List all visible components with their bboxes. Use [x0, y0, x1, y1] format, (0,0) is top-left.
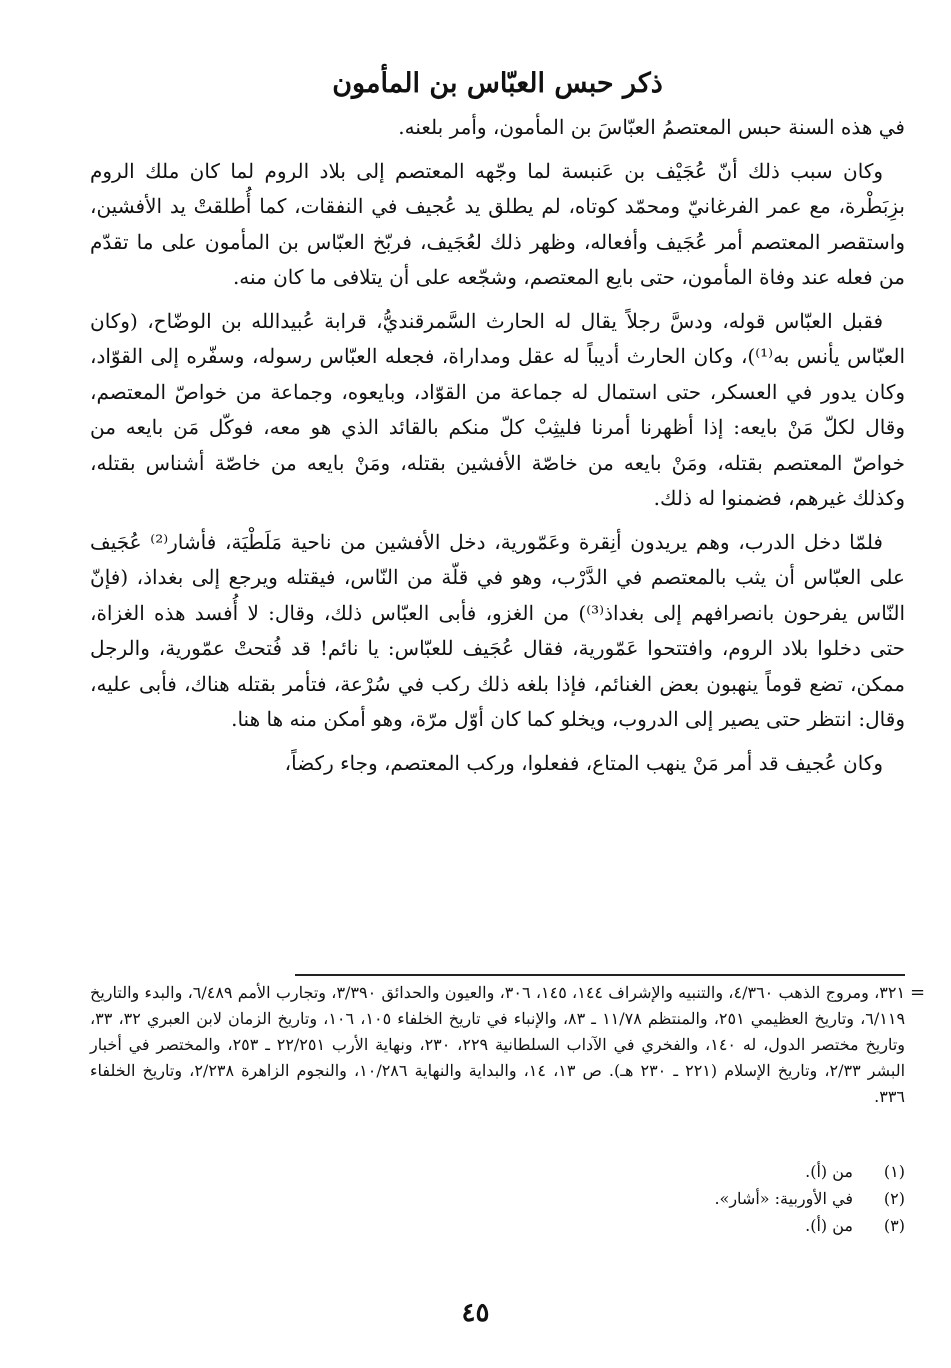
footnote-text: من (أ).	[805, 1216, 853, 1235]
continuation-mark: =	[910, 982, 926, 1003]
page-body	[90, 62, 905, 789]
bibliography-footnote: ٣٢١، ومروج الذهب ٤/٣٦٠، والتنبيه والإشراف ١٤٤، ١٤٥، ٣٠٦، والعيون والحدائق ٣/٣٩٠، وتجارب الأمم ٦/٤٨٩، والبدء والتاريخ ٦/١١٩، وتاريخ العظيمي ٢٥١، والمنتظم ١١/٧٨ ـ ٨٣، والإنباء في تاريخ الخلفاء ١٠٥، ١٠٦، وتاريخ الزمان لابن العبري ٣٢، ٣٣، وتاريخ مختصر الدول، له ١٤٠، والفخري في الآداب السلطانية ٢٢٩، ٢٣٠، ونهاية الأرب ٢٢/٢٥١ ـ ٢٥٣، والمختصر في أخبار البشر ٢/٣٣، وتاريخ الإسلام (٢٢١ ـ ٢٣٠ هـ). ص ١٣، ١٤، والبداية والنهاية ١٠/٢٨٦، والنجوم الزاهرة ٢/٢٣٨، وتاريخ الخلفاء ٣٣٦.	[90, 983, 906, 1106]
paragraph: وكان عُجيف قد أمر مَنْ ينهب المتاع، ففعلوا، وركب المعتصم، وجاء ركضاً،	[284, 750, 883, 775]
footnote-number: (١)	[883, 1162, 905, 1181]
footnote-number: (٣)	[883, 1216, 905, 1235]
page-number: ٤٥	[461, 1298, 490, 1328]
footnote-text: في الأوربية: «أشار».	[714, 1189, 853, 1208]
footnote-number: (٢)	[883, 1189, 905, 1208]
paragraph: فقبل العبّاس قوله، ودسَّ رجلاً يقال له الحارث السَّمرقنديُّ، قرابة عُبيدالله بن الوضّاح، (وكان العبّاس يأنس به⁽¹⁾)، وكان الحارث أديباً له عقل ومداراة، فجعله العبّاس رسوله، وسفّره إلى القوّاد، وكان يدور في العسكر، حتى استمال له جماعة من القوّاد، وبايعوه، وجماعة من خواصّ المعتصم، وقال لكلّ مَنْ بايعه: إذا أظهرنا أمرنا فليثِبْ كلّ منكم بالقائد الذي هو معه، فوكّل مَن بايعه من خواصّ المعتصم بقتله، ومَنْ بايعه من خاصّة الأفشين بقتله، ومَنْ بايعه من خاصّة أشناس بقتله، وكذلك غيرهم، فضمنوا له ذلك.	[90, 308, 906, 510]
footnote-text: من (أ).	[805, 1162, 853, 1181]
paragraph: وكان سبب ذلك أنّ عُجَيْف بن عَنبسة لما وجّهه المعتصم إلى بلاد الروم لما كان ملك الروم بزِبَطْرة، مع عمر الفرغانيّ ومحمّد كوتاه، لم يطلق يد عُجيف في النفقات، كما أُطلقتْ يد الأفشين، واستقصر المعتصم أمر عُجَيف وأفعاله، وظهر ذلك لعُجَيف، فربّخ العبّاس بن المأمون على ما تقدّم من فعله عند وفاة المأمون، حتى بايع المعتصم، وشجّعه على أن يتلافى ما كان منه.	[90, 158, 905, 289]
page-title: ذكر حبس العبّاس بن المأمون	[332, 68, 663, 99]
footnote	[90, 1212, 905, 1239]
paragraph: في هذه السنة حبس المعتصمُ العبّاسَ بن المأمون، وأمر بلعنه.	[398, 115, 905, 139]
footnote-divider	[295, 974, 905, 976]
footnote	[90, 1185, 905, 1212]
footnotes	[90, 1158, 905, 1239]
paragraph: فلمّا دخل الدرب، وهم يريدون أنِقرة وعَمّورية، دخل الأفشين من ناحية مَلَطْيَة، فأشار⁽²⁾ عُجَيف على العبّاس أن يثب بالمعتصم في الدَّرْب، وهو في قلّة من النّاس، فيقتله ويرجع إلى بغداذ، (فإنّ النّاس يفرحون بانصرافهم إلى بغداذ⁽³⁾) من الغزو، فأبى العبّاس ذلك، وقال: لا أُفسد هذه الغزاة، حتى دخلوا بلاد الروم، وافتتحوا عَمّورية، فقال عُجَيف للعبّاس: يا نائم! قد فُتحتْ عمّورية، والرجل ممكن، تضع قوماً ينهبون بعض الغنائم، فإذا بلغه ذلك ركب في سُرْعة، فتأمر بقتله هناك، فأبى عليه، وقال: انتظر حتى يصير إلى الدروب، ويخلو كما كان أوّل مرّة، وهو أمكن منه ها هنا.	[90, 529, 906, 731]
footnote	[90, 1158, 905, 1185]
